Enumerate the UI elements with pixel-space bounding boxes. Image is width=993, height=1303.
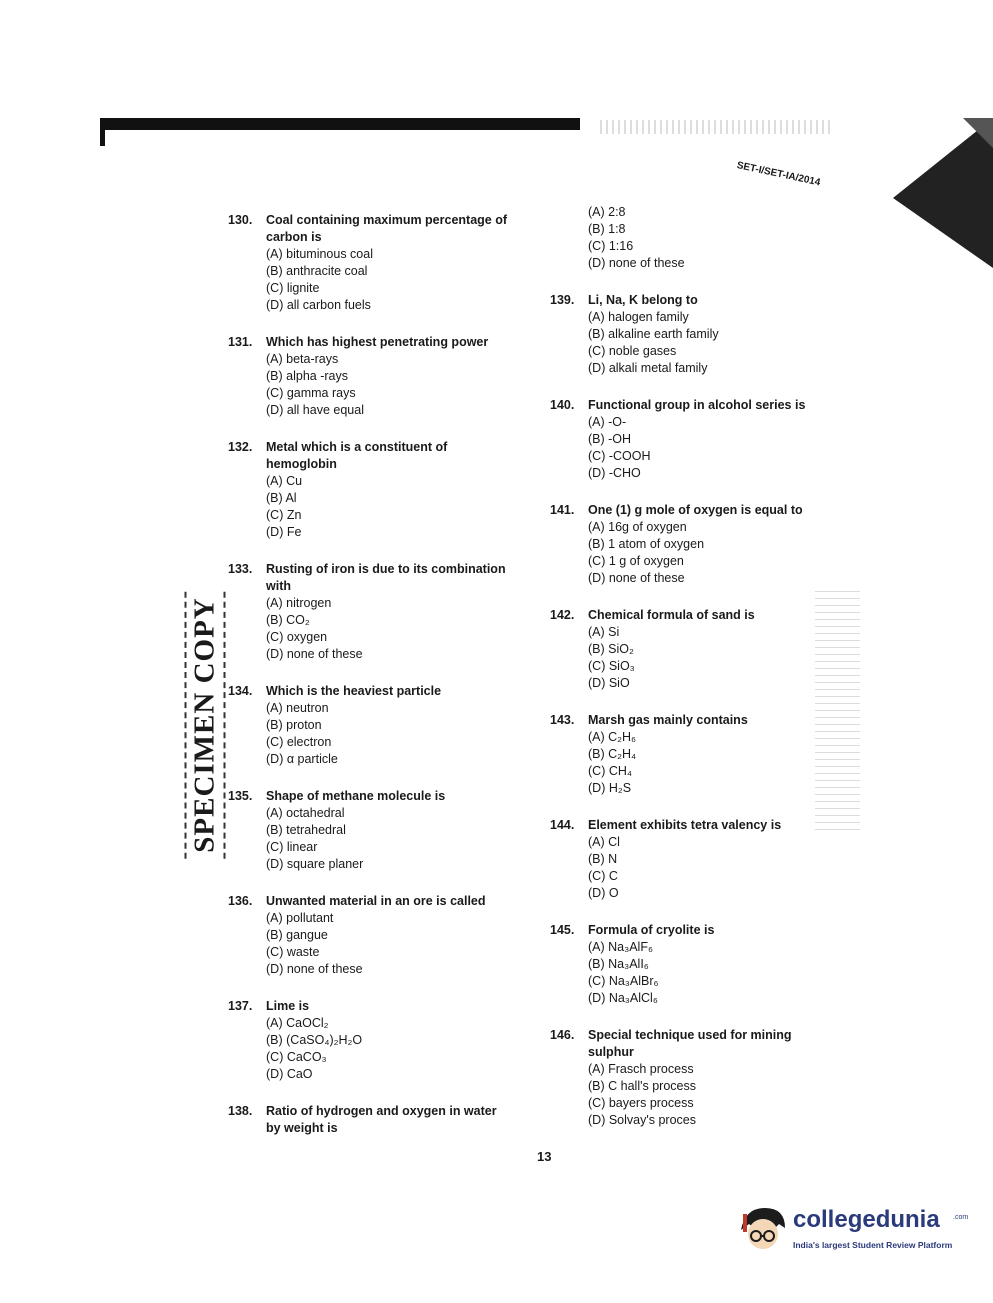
margin-smudge [815,585,860,830]
stamp-text: SPECIMEN COPY [185,591,226,858]
question-text: Formula of cryolite is [588,923,715,937]
answer-option: (D) Fe [266,525,302,539]
answer-option: (C) electron [266,735,332,749]
question-number: 139. [550,293,575,307]
question-options [228,473,513,541]
answer-option: (A) Si [588,625,620,639]
answer-option: (D) SiO [588,676,630,690]
question-text: Unwanted material in an ore is called [266,894,486,908]
question-number: 143. [550,713,575,727]
question-number: 140. [550,398,575,412]
answer-option: (A) CaOCl₂ [266,1016,329,1030]
question-number: 133. [228,562,253,576]
question-text: Special technique used for mining sulphur [588,1028,792,1059]
question-item [228,334,513,419]
answer-option: (A) Cl [588,835,620,849]
answer-option: (B) Na₃AlI₆ [588,957,649,971]
set-label: SET-I/SET-IA/2014 [735,160,822,189]
answer-option: (D) -CHO [588,466,641,480]
folded-corner-shadow [833,118,993,268]
question-number: 145. [550,923,575,937]
logo-tagline: India's largest Student Review Platform [793,1240,953,1250]
question-number: 132. [228,440,253,454]
question-text: Which has highest penetrating power [266,335,489,349]
answer-option: (B) tetrahedral [266,823,346,837]
question-stem [228,683,513,700]
question-options [228,1015,513,1083]
answer-option: (C) oxygen [266,630,328,644]
answer-option: (C) noble gases [588,344,677,358]
answer-option: (A) halogen family [588,310,689,324]
question-item [550,712,815,797]
answer-option: (A) Frasch process [588,1062,694,1076]
question-stem [228,998,513,1015]
question-options [228,700,513,768]
question-stem [228,788,513,805]
answer-option: (B) 1 atom of oxygen [588,537,705,551]
question-item [228,1103,513,1137]
question-options [550,1061,815,1129]
question-number: 142. [550,608,575,622]
question-stem [550,922,815,939]
question-options [228,351,513,419]
question-item [228,998,513,1083]
question-number: 136. [228,894,253,908]
answer-option: (B) (CaSO₄)₂H₂O [266,1033,363,1047]
question-stem [228,212,513,246]
answer-option: (B) gangue [266,928,328,942]
answer-option: (D) square planer [266,857,364,871]
answer-option: (D) alkali metal family [588,361,708,375]
answer-option: (D) none of these [588,256,685,270]
question-stem [550,607,815,624]
question-138-continued [550,204,815,272]
question-item [228,683,513,768]
question-item [550,292,815,377]
question-item [228,788,513,873]
answer-option: (C) -COOH [588,449,651,463]
answer-option: (D) α particle [266,752,338,766]
question-number: 138. [228,1104,253,1118]
answer-option: (A) 2:8 [588,205,626,219]
question-options [550,309,815,377]
question-item [228,893,513,978]
answer-option: (A) Na₃AlF₆ [588,940,653,954]
answer-option: (B) N [588,852,618,866]
mascot-icon [735,1200,791,1256]
question-options [550,729,815,797]
question-options [228,595,513,663]
question-number: 146. [550,1028,575,1042]
answer-option: (A) pollutant [266,911,334,925]
answer-option: (B) SiO₂ [588,642,634,656]
answer-option: (A) -O- [588,415,627,429]
logo-suffix: .com [953,1214,969,1221]
answer-option: (D) CaO [266,1067,313,1081]
question-options [550,519,815,587]
top-border-tick [100,118,105,146]
question-text: Metal which is a constituent of hemoglobin [266,440,448,471]
answer-option: (D) all carbon fuels [266,298,371,312]
answer-option: (B) 1:8 [588,222,626,236]
answer-option: (C) waste [266,945,320,959]
answer-option: (C) 1:16 [588,239,634,253]
page-number: 13 [537,1149,552,1164]
collegedunia-logo [735,1200,969,1260]
question-options [228,805,513,873]
question-item [550,397,815,482]
answer-option: (C) Na₃AlBr₆ [588,974,659,988]
question-text: Element exhibits tetra valency is [588,818,782,832]
question-text: Ratio of hydrogen and oxygen in water by weight is [266,1104,497,1135]
specimen-copy-stamp [182,590,228,860]
right-column [550,204,815,1149]
answer-option: (D) none of these [266,962,363,976]
answer-option: (D) O [588,886,619,900]
question-item [228,561,513,663]
question-stem [228,439,513,473]
question-number: 141. [550,503,575,517]
answer-option: (C) SiO₃ [588,659,635,673]
question-options [550,624,815,692]
question-text: Shape of methane molecule is [266,789,446,803]
question-item [228,439,513,541]
answer-option: (C) gamma rays [266,386,356,400]
answer-option: (D) Solvay's proces [588,1113,696,1127]
answer-option: (B) alkaline earth family [588,327,719,341]
answer-option: (B) CO₂ [266,613,310,627]
question-stem [550,817,815,834]
answer-option: (B) -OH [588,432,632,446]
answer-option: (C) Zn [266,508,302,522]
answer-option: (D) none of these [266,647,363,661]
answer-option: (B) anthracite coal [266,264,368,278]
question-options [228,910,513,978]
question-stem [550,502,815,519]
question-text: Which is the heaviest particle [266,684,442,698]
question-number: 144. [550,818,575,832]
question-options [550,414,815,482]
question-stem [550,397,815,414]
answer-option: (C) bayers process [588,1096,694,1110]
answer-option: (D) none of these [588,571,685,585]
scan-noise [600,120,830,134]
question-stem [550,1027,815,1061]
question-number: 137. [228,999,253,1013]
question-stem [550,292,815,309]
answer-option: (D) all have equal [266,403,364,417]
right-questions [550,292,815,1129]
answer-option: (B) proton [266,718,322,732]
question-text: Marsh gas mainly contains [588,713,748,727]
answer-option: (A) nitrogen [266,596,332,610]
question-options [550,204,815,272]
question-item [228,212,513,314]
left-column [228,212,513,1157]
question-text: Rusting of iron is due to its combination with [266,562,506,593]
question-options [550,834,815,902]
question-stem [228,893,513,910]
answer-option: (C) linear [266,840,318,854]
answer-option: (A) bituminous coal [266,247,373,261]
answer-option: (A) 16g of oxygen [588,520,687,534]
answer-option: (B) C₂H₄ [588,747,637,761]
answer-option: (B) Al [266,491,297,505]
answer-option: (A) neutron [266,701,329,715]
answer-option: (D) H₂S [588,781,632,795]
question-item [550,1027,815,1129]
question-number: 134. [228,684,253,698]
question-options [550,939,815,1007]
question-stem [228,334,513,351]
question-text: Coal containing maximum percentage of carbon is [266,213,508,244]
answer-option: (C) C [588,869,618,883]
logo-wordmark: collegedunia [793,1206,940,1233]
answer-option: (C) lignite [266,281,320,295]
question-number: 130. [228,213,253,227]
question-number: 135. [228,789,253,803]
question-item [550,817,815,902]
answer-option: (C) 1 g of oxygen [588,554,684,568]
question-item [550,502,815,587]
answer-option: (C) CH₄ [588,764,632,778]
question-stem [228,1103,513,1137]
answer-option: (B) alpha -rays [266,369,348,383]
question-text: Li, Na, K belong to [588,293,698,307]
answer-option: (C) CaCO₃ [266,1050,327,1064]
answer-option: (D) Na₃AlCl₆ [588,991,658,1005]
question-item [550,607,815,692]
answer-option: (A) beta-rays [266,352,339,366]
question-text: Functional group in alcohol series is [588,398,806,412]
question-options [228,246,513,314]
top-border-bar [100,118,580,130]
question-text: Chemical formula of sand is [588,608,755,622]
question-text: Lime is [266,999,310,1013]
question-stem [550,712,815,729]
question-item [550,922,815,1007]
answer-option: (A) C₂H₆ [588,730,637,744]
answer-option: (A) octahedral [266,806,345,820]
question-number: 131. [228,335,253,349]
question-stem [228,561,513,595]
answer-option: (B) C hall's process [588,1079,696,1093]
question-text: One (1) g mole of oxygen is equal to [588,503,803,517]
answer-option: (A) Cu [266,474,303,488]
